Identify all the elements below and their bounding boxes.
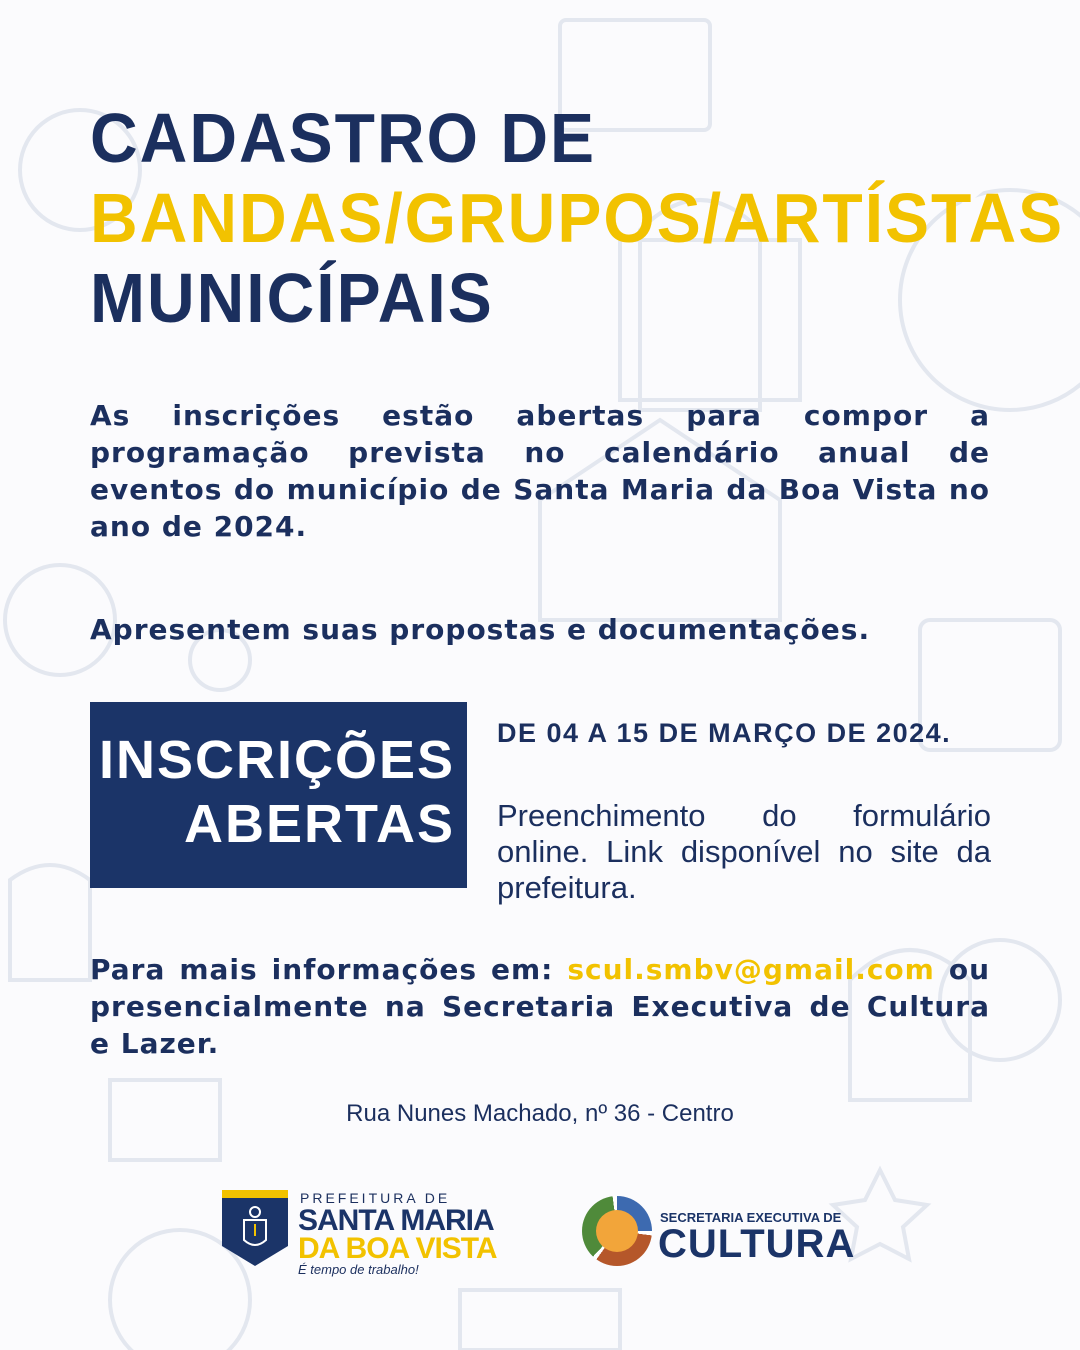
logo-prefeitura-top: PREFEITURA DE [300, 1190, 451, 1206]
cultura-emblem-icon [582, 1196, 652, 1266]
prefeitura-logo [222, 1190, 542, 1280]
title-line-1: CADASTRO DE [90, 99, 597, 177]
title-line-2: BANDAS/GRUPOS/ARTÍSTAS [90, 179, 1065, 257]
logo-prefeitura-name-1: SANTA MARIA [298, 1204, 494, 1237]
contact-paragraph [90, 951, 990, 1062]
badge-line-1: INSCRIÇÕES [98, 730, 455, 790]
call-to-action: Apresentem suas propostas e documentações. [90, 613, 871, 646]
logo-cultura-name: CULTURA [658, 1222, 856, 1266]
registrations-open-badge [90, 702, 467, 888]
form-info: Preenchimento do formulário online. Link disponível no site da prefeitura. [497, 798, 991, 905]
contact-email-link[interactable]: scul.smbv@gmail.com [567, 953, 935, 986]
address: Rua Nunes Machado, nº 36 - Centro [346, 1100, 734, 1127]
contact-suffix: ou presencialmente na Secretaria Executiva de Cultura e Lazer. [90, 953, 990, 1060]
coat-of-arms-icon [222, 1190, 288, 1266]
logo-cultura-top: SECRETARIA EXECUTIVA DE [660, 1210, 842, 1225]
registration-dates: DE 04 A 15 DE MARÇO DE 2024. [497, 718, 952, 748]
badge-line-2: ABERTAS [183, 794, 455, 854]
logo-prefeitura-slogan: É tempo de trabalho! [298, 1262, 419, 1277]
intro-paragraph: As inscrições estão abertas para compor a programação prevista no calendário anual de eventos do município de Santa Maria da Boa Vista no ano de 2024. [90, 399, 990, 543]
cultura-logo [582, 1196, 862, 1266]
logo-prefeitura-name-2: DA BOA VISTA [298, 1232, 497, 1265]
title-line-3: MUNICÍPAIS [90, 259, 494, 337]
contact-prefix: Para mais informações em: [90, 953, 568, 986]
